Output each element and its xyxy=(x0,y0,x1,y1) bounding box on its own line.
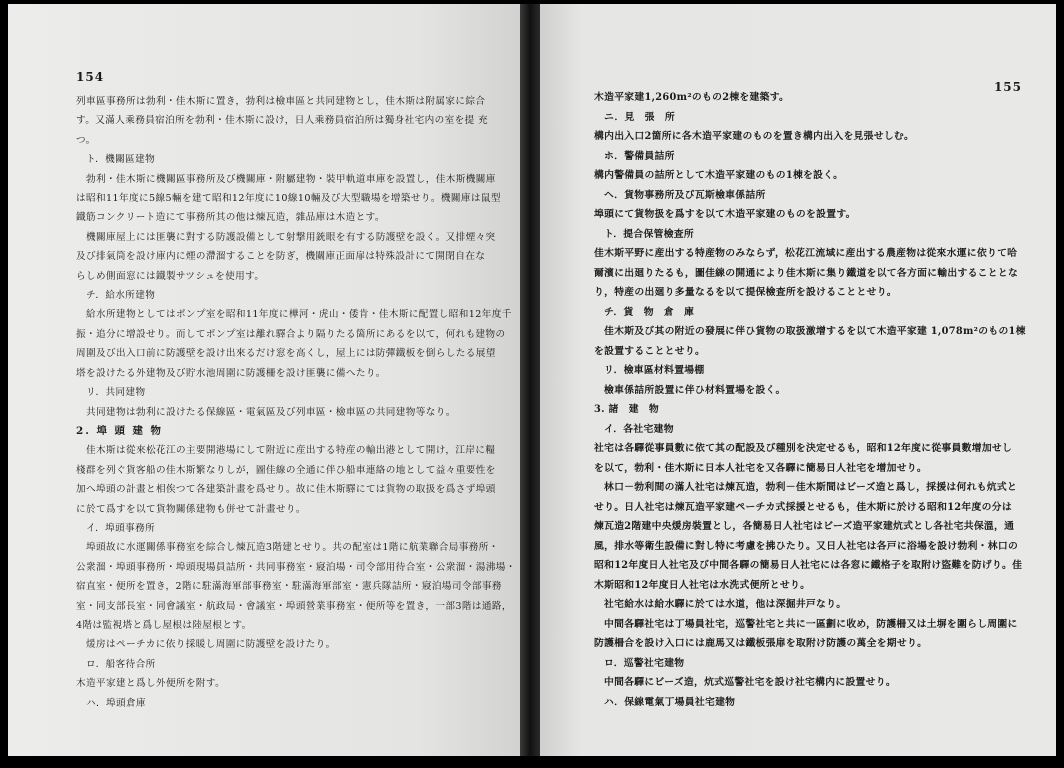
right-page-body xyxy=(594,88,1026,712)
text-line: イ．埠頭事務所 xyxy=(86,522,156,534)
text-line: チ．貨 物 倉 庫 xyxy=(604,306,695,318)
text-line: 棧群を列ぐ貨客船の佳木斯繁なりしが，圖佳線の全通に伴ひ船車連絡の地として益々重要性を xyxy=(76,464,496,476)
text-line: イ．各社宅建物 xyxy=(604,423,674,435)
text-line: 公衆溜・埠頭事務所・埠頭現場員詰所・共同事務室・寢泊場・司令部用待合室・公衆溜・湯沸場・ xyxy=(76,561,516,573)
text-line: 木造平家建と爲し外便所を附す。 xyxy=(76,678,226,690)
text-line: ロ．巡警社宅建物 xyxy=(604,657,685,669)
text-line: 檢車係詰所設置に伴ひ材料置場を設く。 xyxy=(604,384,786,396)
text-line: 中間各驛社宅は丁場員社宅，巡警社宅と共に一區劃に收め，防護柵又は土塀を圍らし周圍に xyxy=(604,618,1018,630)
section-heading: 2. 埠 頭 建 物 xyxy=(76,424,163,437)
text-line: ニ．見 張 所 xyxy=(604,111,675,123)
page-number: 155 xyxy=(993,80,1022,94)
left-page-body xyxy=(76,92,516,713)
text-line: 構内警備員の詰所として木造平家建のもの1棟を設く。 xyxy=(594,170,844,181)
text-line: に於て爲すを以て貨物關係建物も併せて計畫せり。 xyxy=(76,503,306,515)
text-line: 加へ埠頭の計畫と相俟つて各建築計畫を爲せり。故に佳木斯驛にては貨物の取扱を爲さず埠頭 xyxy=(76,484,496,496)
text-line: を設置することとせり。 xyxy=(594,345,706,357)
text-line: 木造平家建1,260m²のもの2棟を建築す。 xyxy=(594,92,790,103)
text-line: は昭和11年度に5線5輛を建て昭和12年度に10線10輛及び大型職場を增築せり。機關庫は鼠型 xyxy=(76,193,501,205)
text-line: 木斯昭和12年度日人社宅は水洗式便所とせり。 xyxy=(594,579,811,591)
text-line: 給水所建物としてはポンプ室を昭和11年度に樺河・虎山・倭肯・佳木斯に配置し昭和12年度千 xyxy=(86,309,512,321)
text-line: ト．機關區建物 xyxy=(86,154,156,166)
left-page xyxy=(8,4,520,756)
text-line: 佳木斯平野に産出する特産物のみならず，松花江流域に産出する農産物は從來水運に依りて哈 xyxy=(594,248,1018,259)
text-line: 構内出入口2箇所に各木造平家建のものを置き構内出入を見張せしむ。 xyxy=(594,131,915,142)
text-line: ト．提合保管檢査所 xyxy=(604,228,694,240)
text-line: 4階は監視塔と爲し屋根は陸屋根とす。 xyxy=(76,619,252,631)
text-line: 煖房はペーチカに依り採暖し周圍に防護壁を設けたり。 xyxy=(86,639,336,651)
text-line: ホ．警備員詰所 xyxy=(604,150,675,162)
text-line: つ。 xyxy=(76,134,96,146)
text-line: 防護柵合を設け入口には鹿馬又は鐵板張扉を取附け防護の萬全を期せり。 xyxy=(594,638,928,649)
text-line: 爾濱に出廻りたるも，圖佳線の開通により佳木斯に集り鐵道を以て各方面に輸出することとな xyxy=(594,267,1019,279)
text-line: ロ．船客待合所 xyxy=(86,658,156,670)
text-line: 埠頭にて貨物扱を爲すを以て木造平家建のものを設置す。 xyxy=(594,209,856,220)
text-line: 社宅は各驛從事員數に依て其の配設及び種別を決定せるも，昭和12年度に從事員數增加せし xyxy=(594,443,1013,454)
text-line: 林口－勃利間の滿人社宅は煉瓦造，勃利－佳木斯間はビーズ造と爲し，採援は何れも炕式と xyxy=(604,482,1018,493)
text-line: 埠頭故に水運關係事務室を綜合し煉瓦造3階建とせり。共の配室は1階に航業聯合局事務所・ xyxy=(86,542,499,554)
text-line: らしめ側面窓には鐵製サツシュを使用す。 xyxy=(76,270,265,282)
text-line: 佳木斯は從來松花江の主要開港場にして附近に産出する特産の輸出港として開け，江岸に糧 xyxy=(86,445,496,457)
text-line: 及び排氣筒を設け庫内に煙の滯溜することを防ぎ，機關庫正面扉は特殊設計にて開閉自在な xyxy=(76,251,486,263)
right-page xyxy=(540,4,1056,756)
text-line: 宿直室・便所を置き，2階に駐滿海軍部事務室・駐滿海軍部室・憲兵隊詰所・寢泊場司令部事務 xyxy=(76,581,502,593)
text-line: 共同建物は勃利に設けたる保線區・電氣區及び列車區・檢車區の共同建物等なり。 xyxy=(86,406,456,418)
text-line: 煉瓦造2階建中央煖房裝置とし，各簡易日人社宅はビーズ造平家建炕式とし各社宅共保溫，通 xyxy=(594,521,1015,532)
text-line: 昭和12年度日人社宅及び中間各驛の簡易日人社宅には各窓に鐵格子を取附け盜難を防げり。佳 xyxy=(594,560,1023,571)
text-line: リ．檢車區材料置場棚 xyxy=(604,365,705,376)
section-heading: 3. 諸 建 物 xyxy=(594,404,660,415)
text-line: ハ．保線電氣丁場員社宅建物 xyxy=(604,696,736,708)
text-line: ハ．埠頭倉庫 xyxy=(86,697,146,709)
text-line: 風，排水等衛生設備に對し特に考慮を拂ひたり。又日人社宅は各戸に浴場を設け勃利・林口の xyxy=(594,540,1019,552)
book-gutter xyxy=(520,4,540,756)
text-line: 塔を設けたる外建物及び貯水池周圍に防護柵を設け匪襲に備へたり。 xyxy=(76,367,386,379)
page-number: 154 xyxy=(76,70,105,84)
text-line: ヘ．貨物事務所及び瓦斯檢車係詰所 xyxy=(604,189,766,201)
text-line: チ．給水所建物 xyxy=(86,290,156,302)
text-line: 機關庫屋上には匪襲に對する防護設備として射撃用銃眼を有する防護壁を設く。又排煙々突 xyxy=(86,231,496,243)
text-line: を以て，勃利・佳木斯に日本人社宅を又各驛に簡易日人社宅を增加せり。 xyxy=(594,462,927,474)
text-line: 周圍及び出入口前に防護壁を設け出來るだけ窓を高くし，屋上には防彈鐵板を倒らしたる展望 xyxy=(76,348,496,360)
text-line: 室・同支部長室・同會議室・航政局・會議室・埠頭營業事務室・便所等を置き，一部3階は通路， xyxy=(76,600,512,612)
text-line: リ．共同建物 xyxy=(86,387,146,399)
text-line: 中間各驛にビーズ造，炕式巡警社宅を設け社宅構内に設置せり。 xyxy=(604,677,896,688)
text-line: 社宅給水は給水驛に於ては水道，他は深掘井戸なり。 xyxy=(604,599,847,610)
text-line: り，特産の出廻り多量なるを以て提保檢査所を設けることとせり。 xyxy=(594,287,897,298)
text-line: 佳木斯及び其の附近の發展に伴ひ貨物の取扱激增するを以て木造平家建 1,078m²のもの1棟 xyxy=(604,326,1026,337)
text-line: 勃利・佳木斯に機關區事務所及び機關庫・附屬建物・裝甲軌道車庫を設置し，佳木斯機關庫 xyxy=(86,173,496,185)
text-line: す。又滿人乘務員宿泊所を勃利・佳木斯に設け，日人乘務員宿泊所は獨身社宅内の室を提 充 xyxy=(76,115,489,127)
text-line: 振・追分に增設せり。而してポンプ室は離れ驛合より隔りたる箇所にあるを以て，何れも建物の xyxy=(76,328,506,340)
text-line: 鐵筋コンクリート造にて事務所其の他は煉瓦造，雜品庫は木造とす。 xyxy=(76,212,385,224)
text-line: せり。日人社宅は煉瓦造平家建ペーチカ式採援とせるも，佳木斯に於ける昭和12年度の分は xyxy=(594,501,1012,513)
text-line: 列車區事務所は勃利・佳木斯に置き，勃利は檢車區と共同建物とし，佳木斯は附属家に綜合 xyxy=(76,96,486,107)
